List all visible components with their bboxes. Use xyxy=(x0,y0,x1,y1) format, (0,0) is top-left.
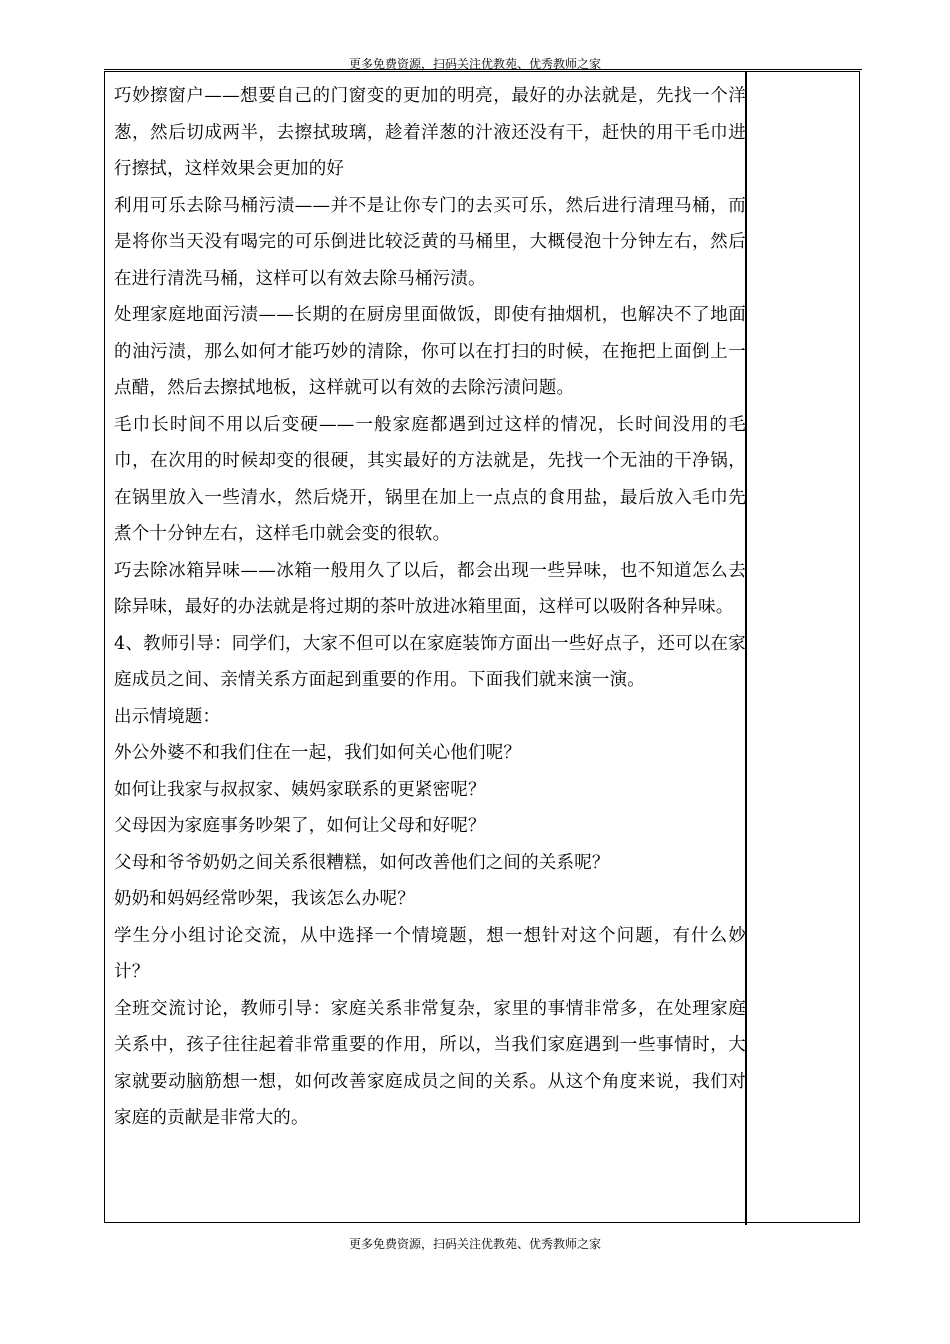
scenario-item: 父母因为家庭事务吵架了，如何让父母和好呢？ xyxy=(114,816,486,836)
scenario-item: 奶奶和妈妈经常吵架，我该怎么办呢？ xyxy=(114,889,415,909)
paragraph-fridge-odor: 巧去除冰箱异味——冰箱一般用久了以后，都会出现一些异味，也不知道怎么去除异味，最好的办法就是将过期的茶叶放进冰箱里面，这样可以吸附各种异味。 xyxy=(114,560,746,617)
paragraph-teacher-guide: 4、教师引导：同学们，大家不但可以在家庭装饰方面出一些好点子，还可以在家庭成员之间、亲情关系方面起到重要的作用。下面我们就来演一演。 xyxy=(114,633,746,690)
paragraph-class-summary: 全班交流讨论，教师引导：家庭关系非常复杂，家里的事情非常多，在处理家庭关系中，孩子往往起着非常重要的作用，所以，当我们家庭遇到一些事情时，大家就要动脑筋想一想，如何改善家庭成员之间的关系。从这个角度来说，我们对家庭的贡献是非常大的。 xyxy=(114,998,746,1128)
page-footer: 更多免费资源，扫码关注优教苑、优秀教师之家 xyxy=(348,1237,601,1251)
paragraph-scenario-intro: 出示情境题： xyxy=(114,706,221,727)
lesson-content-cell xyxy=(114,78,746,1137)
header-rule xyxy=(104,69,862,70)
paragraph-towel-softening: 毛巾长时间不用以后变硬——一般家庭都遇到过这样的情况，长时间没用的毛巾，在次用的时候却变的很硬，其实最好的方法就是，先找一个无油的干净锅，在锅里放入一些清水，然后烧开，锅里在加上一点点的食用盐，最后放入毛巾先煮个十分钟左右，这样毛巾就会变的很软。 xyxy=(114,414,746,544)
page-header: 更多免费资源，扫码关注优教苑、优秀教师之家 xyxy=(348,57,601,71)
scenario-item: 外公外婆不和我们住在一起，我们如何关心他们呢？ xyxy=(114,743,522,763)
paragraph-group-discussion: 学生分小组讨论交流，从中选择一个情境题，想一想针对这个问题，有什么妙计？ xyxy=(114,925,746,982)
scenario-item: 父母和爷爷奶奶之间关系很糟糕，如何改善他们之间的关系呢？ xyxy=(114,852,610,873)
paragraph-floor-stains: 处理家庭地面污渍——长期的在厨房里面做饭，即使有抽烟机，也解决不了地面的油污渍，那么如何才能巧妙的清除，你可以在打扫的时候，在拖把上面倒上一点醋，然后去擦拭地板，这样就可以有效的去除污渍问题。 xyxy=(114,305,746,398)
paragraph-toilet-stains: 利用可乐去除马桶污渍——并不是让你专门的去买可乐，然后进行清理马桶，而是将你当天没有喝完的可乐倒进比较泛黄的马桶里，大概侵泡十分钟左右，然后在进行清洗马桶，这样可以有效去除马桶污渍。 xyxy=(114,195,746,289)
paragraph-window-cleaning: 巧妙擦窗户——想要自己的门窗变的更加的明亮，最好的办法就是，先找一个洋葱，然后切成两半，去擦拭玻璃，趁着洋葱的汁液还没有干，赶快的用干毛巾进行擦拭，这样效果会更加的好 xyxy=(114,86,746,179)
scenario-item: 如何让我家与叔叔家、姨妈家联系的更紧密呢？ xyxy=(114,779,486,800)
